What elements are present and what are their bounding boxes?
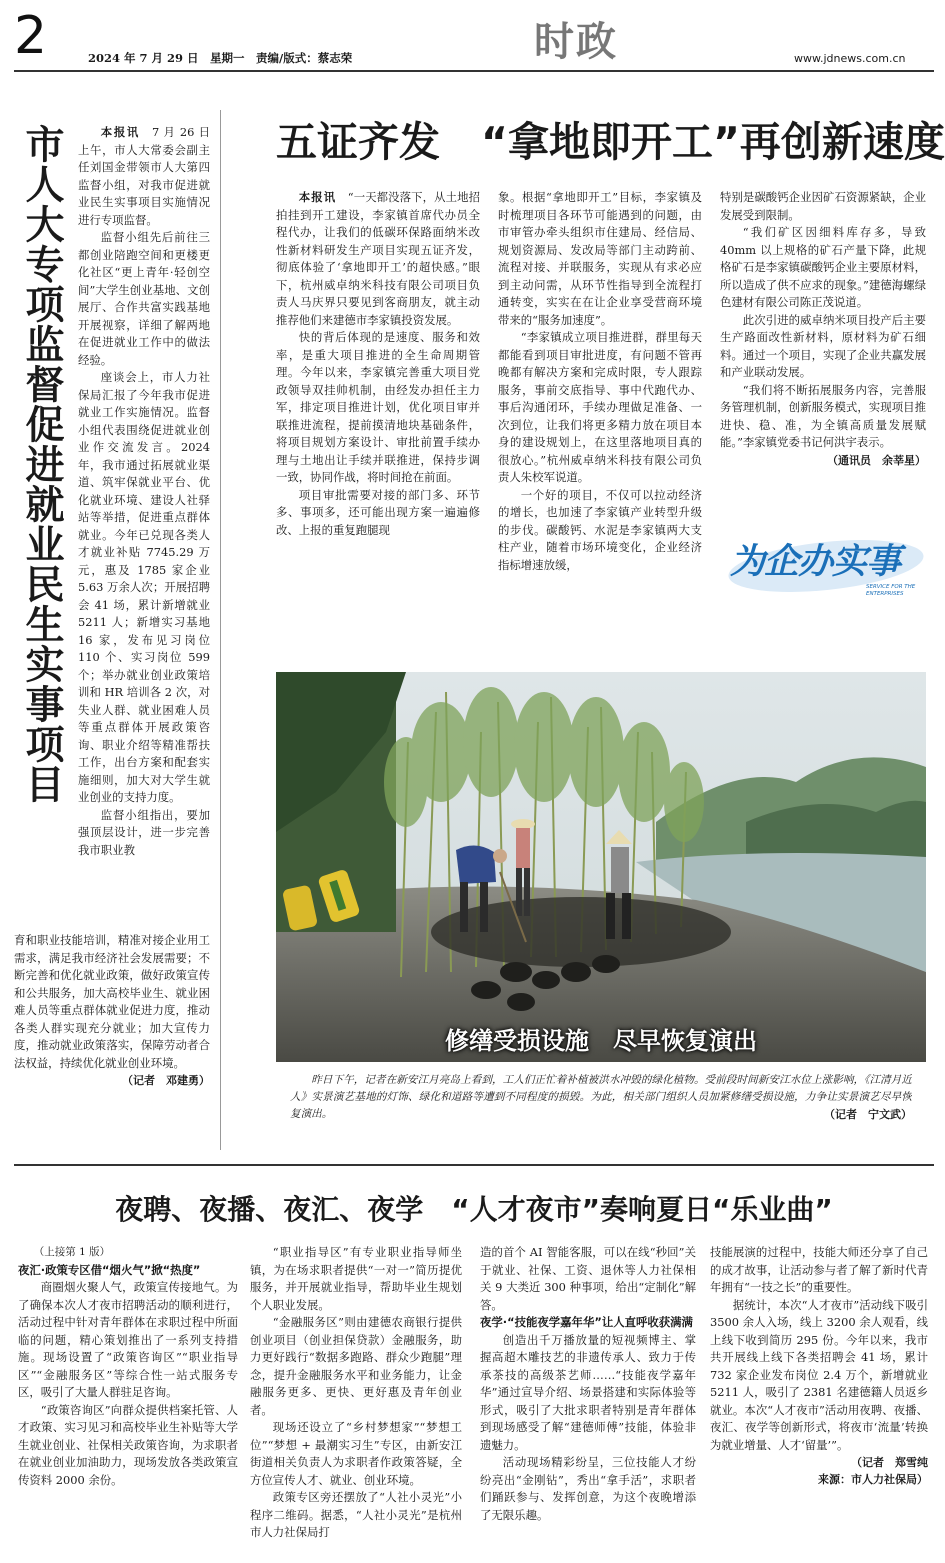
left-headline: 市人大专项监督促进就业民生实事项目 (19, 124, 64, 804)
photo-caption: 昨日下午，记者在新安江月亮岛上看到，工人们正忙着补植被洪水冲毁的绿化植物。受前段时间新安江水位上涨影响，《江清月近人》实景演艺基地的灯饰、绿化和道路等遭到不同程度的损毁。为此，相关部门组织人员加紧修缮受损设施，力争让实景演艺尽早恢复演出。 (290, 1074, 912, 1120)
photo-illustration (276, 672, 926, 1062)
main-col3-p3: 此次引进的威卓纳米项目投产后主要生产路面改性新材料，原材料为矿石细料。通过一个项目，实现了企业共赢发展和产业联动发展。 (720, 312, 926, 379)
bottom-c2-p3: 现场还设立了“乡村梦想家”“梦想工位”“梦想 + 最潮实习生”专区，由新安江街道相关负责人为求职者作政策答疑，全方位宣传人才、就业、创业环境。 (250, 1420, 462, 1487)
bottom-col-1 (18, 1244, 238, 1560)
photo-overlay-title: 修缮受损设施 尽早恢复演出 (445, 1027, 757, 1055)
website[interactable]: www.jdnews.com.cn (794, 52, 906, 65)
main-col-3 (720, 189, 926, 529)
photo-caption-box (290, 1072, 912, 1132)
left-p3: 座谈会上，市人力社保局汇报了今年我市促进就业工作实施情况。监督小组代表围绕促进就业创业作交流发言。2024 年，我市通过拓展就业渠道、筑牢保就业平台、优化就业环境、建设人社驿站等举措，促进重点群体就业。今年已兑现各类人才就业补贴 7745.29 万元，惠及 1785 家企业 5.63 万余人次；开展招聘会 41 场，累计新增就业 5211 人；新增实习基地 16 家，发布见习岗位 110 个、实习岗位 599 个；举办就业创业政策培训和 HR 培训各 2 次，对失业人群、就业困难人员等重点群体开展政策咨询、职业介绍等精准帮扶工作，出台方案和配套实施细则，加大对大学生就业创业的支持力度。 (78, 370, 210, 804)
bottom-c3-p2: 创造出千万播放量的短视频博主、掌握高超木雕技艺的非遗传承人、致力于传承茶技的高级茶艺师……“技能夜学嘉年华”通过宣导介绍、场景搭建和实际体验等形式，吸引了大批求职者特别是青年群体到现场感受了解“建德师傅”技能，体验非遗魅力。 (480, 1332, 696, 1452)
main-col-1 (276, 189, 480, 619)
bottom-col-4 (710, 1244, 928, 1560)
left-col-divider (220, 110, 221, 1150)
main-col3-p2: “我们矿区因细料库存多，导致 40mm 以上规格的矿石产量下降，此规格矿石是李家镇碳酸钙企业主要原材料，所以造成了供不应求的现象。”建德海螺绿色建材有限公司陈正茂说道。 (720, 225, 926, 309)
left-lead-text: 7 月 26 日上午，市人大常委会副主任刘国金带领市人大第四监督小组，对我市促进就业民生实事项目实施情况进行专项监督。 (78, 125, 210, 227)
section-title: 时政 (534, 19, 618, 65)
left-p4b: 育和职业技能培训，精准对接企业用工需求，满足我市经济社会发展需要；不断完善和优化就业政策，做好政策宣传和公共服务，加大高校毕业生、就业困难人员等重点群体就业促进力度，推动各类人群实现充分就业；加大宣传力度，推动就业政策落实，保障劳动者合法权益，持续优化就业创业环境。 (14, 933, 210, 1070)
left-p2: 监督小组先后前往三都创业陪跑空间和更楼更化社区“更上青年·轻创空间”大学生创业基地、文创展厅、合作共富实践基地开展视察，详细了解两地在促进就业工作中的做法经验。 (78, 230, 210, 367)
header-rule (14, 70, 934, 72)
bottom-subhead-2: 夜学·“技能夜学嘉年华”让人直呼收获满满 (480, 1315, 693, 1329)
badge-sub1: SERVICE FOR THE (866, 584, 916, 590)
bottom-byline-2: 来源：市人力社保局） (818, 1473, 928, 1486)
main-col3-p1: 特别是碳酸钙企业因矿石资源紧缺，企业发展受到限制。 (720, 190, 926, 222)
bottom-c2-p2: “金融服务区”则由建德农商银行提供创业项目（创业担保贷款）金融服务，助力更好践行“数据多跑路、群众少跑腿”理念，提升金融服务水平和业务能力，让金融服务更多、更快、更好惠及青年创业者。 (250, 1315, 462, 1417)
left-byline: （记者 邓建勇） (122, 1074, 210, 1087)
left-lead-label: 本报讯 (100, 125, 140, 139)
bottom-c1-p1: 商圈烟火聚人气，政策宣传接地气。为了确保本次人才夜市招聘活动的顺利进行，活动过程中针对青年群体在求职过程中所面临的问题，精心策划推出了一系列支持措施。现场设置了“政策咨询区”“职业指导区”“金融服务区”等综合性一站式服务专区，吸引了大量人群驻足咨询。 (18, 1280, 238, 1399)
bottom-continued: （上接第 1 版） (33, 1246, 111, 1258)
main-col2-p2: “李家镇成立项目推进群，群里每天都能看到项目审批进度，有问题不管再晚都有解决方案和完成时限，专人跟踪服务，事前交底指导、事中代跑代办、事后沟通闭环，手续办理做足准备、一次到位，让我们将更多精力放在项目本身的建设规划上，在这里落地项目真的很放心。”杭州威卓纳米科技有限公司负责人朱校军说道。 (498, 330, 702, 484)
page-header (0, 0, 945, 72)
main-headline: 五证齐发 “拿地即开工”再创新速度 (276, 118, 945, 166)
bottom-c2-p1: “职业指导区”有专业职业指导师坐镇，为在场求职者提供“一对一”简历提优服务，并开展就业指导，帮助毕业生规划个人职业发展。 (250, 1245, 462, 1312)
main-col1-p3: 项目审批需要对接的部门多、环节多、事项多，还可能出现方案一遍遍修改、上报的重复跑腿现 (276, 487, 480, 537)
badge-title: 为企办实事 (730, 542, 901, 582)
page-number: 2 (14, 6, 48, 66)
bottom-c4-p1: 技能展演的过程中，技能大师还分享了自己的成才故事，让活动参与者了解了新时代青年拥有“一技之长”的重要性。 (710, 1245, 928, 1294)
bottom-subhead-1: 夜汇·政策专区借“烟火气”掀“热度” (18, 1262, 201, 1277)
bottom-section-rule (14, 1164, 934, 1166)
photo-byline: （记者 宁文武） (824, 1108, 912, 1121)
bottom-c4-p2: 据统计，本次“人才夜市”活动线下吸引 3500 余人入场，线上 3200 余人观看，线上线下收到简历 295 份。今年以来，我市共开展线上线下各类招聘会 41 场，累计 732 家企业发布岗位 2.4 万个，新增就业 5211 人，吸引了 2381 名建德籍人员返乡就业。本次“人才夜市”活动用夜聘、夜播、夜汇、夜学等创新形式，将夜市‘流量’转换为就业增量、人才‘留量’”。 (710, 1297, 928, 1452)
date-line: 2024 年 7 月 29 日 星期一 责编/版式：蔡志荣 (88, 51, 353, 65)
main-lead-label: 本报讯 (298, 190, 337, 204)
bottom-col-3 (480, 1244, 696, 1560)
main-col1-p2: 快的背后体现的是速度、服务和效率，是重大项目推进的全生命周期管理。今年以来，李家镇完善重大项目党政领导双挂帅机制，由经发办担任主力军，排定项目推进计划，优化项目审并联推进流程，提前摸清地块基础条件，将项目规划方案设计、审批前置手续办理与土地出让手续并联推进，保持步调一致，协同作战，将时间抢在前面。 (276, 330, 480, 484)
main-col-2 (498, 189, 702, 619)
service-badge (726, 532, 926, 608)
bottom-c3-p3: 活动现场精彩纷呈，三位技能人才纷纷亮出“金刚钻”，秀出“拿手活”，求职者们踊跃参与、发挥创意，为这个夜晚增添了无限乐趣。 (480, 1455, 696, 1522)
bottom-headline: 夜聘、夜播、夜汇、夜学 “人才夜市”奏响夏日“乐业曲” (115, 1193, 833, 1226)
bottom-col-2 (250, 1244, 462, 1560)
bottom-byline-1: （记者 郑雪纯 (851, 1456, 928, 1469)
news-photo (276, 672, 926, 1062)
bottom-c3-p1: 造的首个 AI 智能客服，可以在线“秒回”关于就业、社保、工资、退休等人力社保相关 9 大类近 300 种事项，给出“定制化”解答。 (480, 1245, 696, 1312)
main-col1-p1: “一天都没落下，从土地招拍挂到开工建设，李家镇首席代办员全程代办，让我们的低碳环保路面纳米改性新材料研发生产项目实现五证齐发，彻底体验了‘拿地即开工’的超快感。”眼下，杭州威卓纳米科技有限公司项目负责人马庆界只要见到客商朋友，就主动推荐他们来建德市李家镇投资发展。 (276, 190, 480, 327)
main-col2-p3: 一个好的项目，不仅可以拉动经济的增长，也加速了李家镇产业转型升级的步伐。碳酸钙、水泥是李家镇两大支柱产业，随着市场环境变化，企业经济指标增速放缓， (498, 487, 702, 572)
badge-sub2: ENTERPRISES (866, 591, 904, 597)
main-col3-p4: “我们将不断拓展服务内容，完善服务管理机制，创新服务模式，实现项目推进快、稳、准，为全镇高质量发展赋能。”李家镇党委书记何洪宇表示。 (720, 382, 926, 449)
left-article-bottom (14, 932, 210, 1144)
left-article-top (78, 124, 210, 924)
left-p4a: 监督小组指出，要加强顶层设计，进一步完善我市职业教 (78, 807, 210, 857)
main-byline: （通讯员 余莘星） (827, 453, 926, 467)
bottom-c2-p4: 政策专区旁还摆放了“人社小灵光”小程序二维码。据悉，“人社小灵光”是杭州市人力社保局打 (250, 1490, 462, 1539)
main-col2-p1: 象。根据“拿地即开工”目标，李家镇及时梳理项目各环节可能遇到的问题，由市审管办牵头组织市住建局、经信局、规划资源局、发改局等部门主动跨前、流程对接、并联服务，实现从有求必应到主动问需，从环节性指导到全流程打通转变，实实在在让企业享受营商环境带来的“服务加速度”。 (498, 190, 702, 327)
bottom-c1-p2: “政策咨询区”向群众提供档案托管、人才政策、实习见习和高校毕业生补贴等大学生就业创业、社保相关政策咨询，为求职者在就业创业加油助力，现场发放各类政策宣传资料 2000 余份。 (18, 1402, 238, 1487)
